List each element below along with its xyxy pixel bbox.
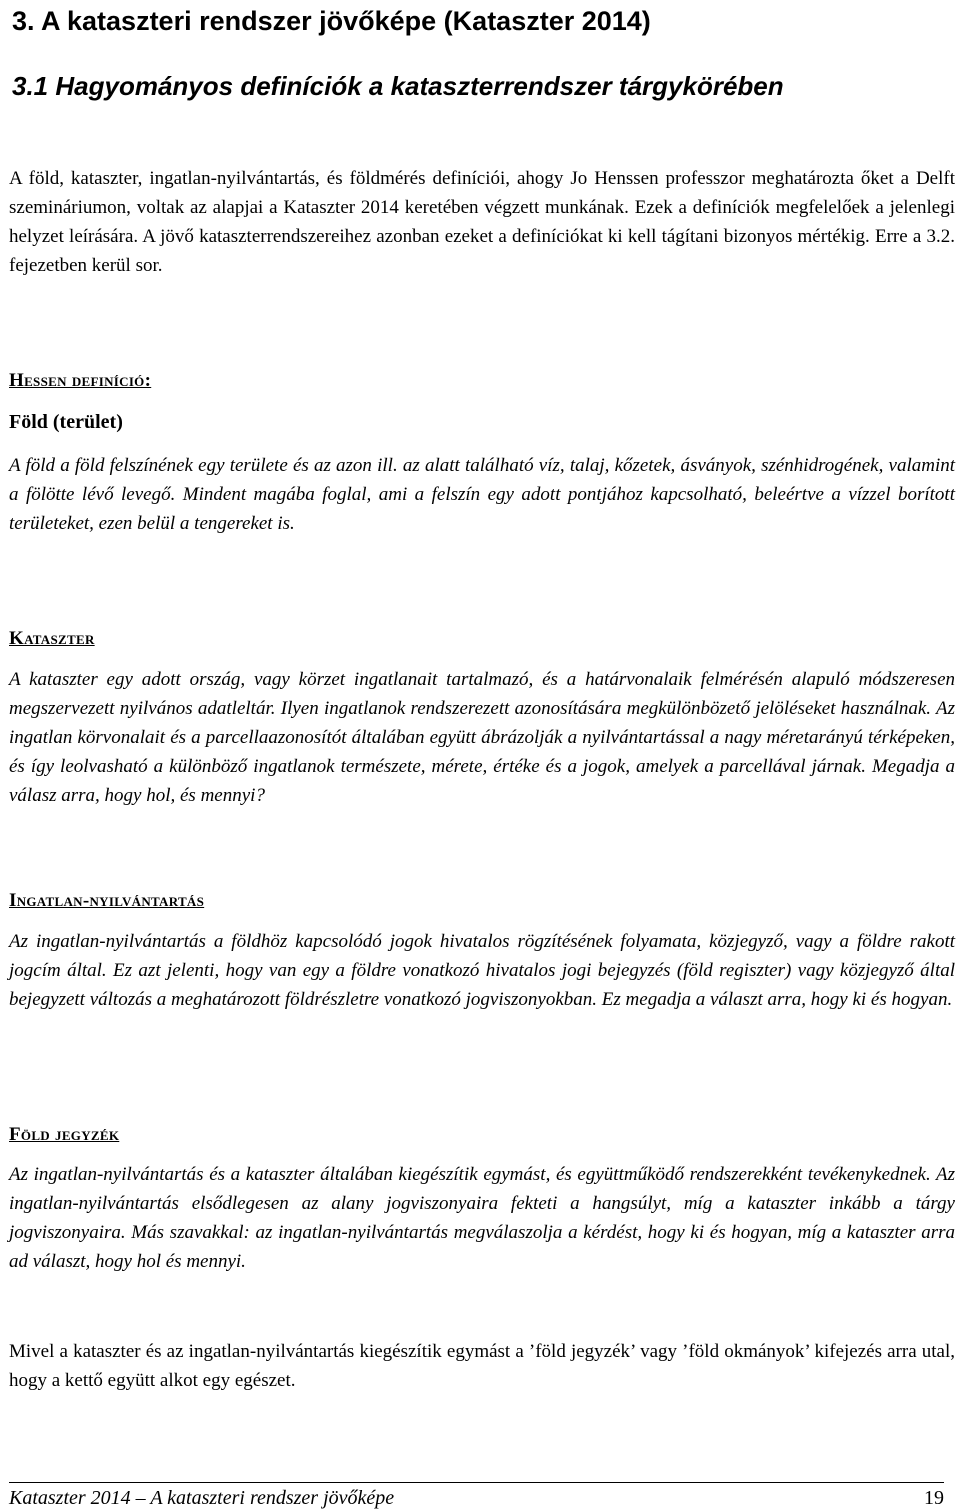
intro-paragraph: A föld, kataszter, ingatlan-nyilvántartás, és földmérés definíciói, ahogy Jo Henssen professzor meghatározta őket a Delft szemináriumon, voltak az alapjai a Kataszter 2014 keretében végzett munkának. Ezek a definíciók megfelelőek a jelenlegi helyzet leírására. A jövő kataszterrendszereihez azonban ezeket a definíciókat ki kell tágítani bizonyos mértékig. Erre a 3.2. fejezetben kerül sor. bbox=[9, 168, 955, 276]
kataszter-heading: Kataszter bbox=[9, 628, 95, 649]
page-footer bbox=[9, 1482, 944, 1511]
fold-terulet-subheading: Föld (terület) bbox=[9, 411, 123, 433]
kataszter-text: A kataszter egy adott ország, vagy körzet ingatlanait tartalmazó, és a határvonalaik felmérésén alapuló módszeresen megszervezett nyilvános adatleltár. Ilyen ingatlanok rendszerezett azonosítására megkülönbözető jelöléseket használnak. Az ingatlan körvonalait és a parcellaazonosítót általában együtt ábrázolják a nyilvántartással a nagy méretarányú térképeken, és így leolvasható a különböző ingatlanok természete, mérete, értéke és a jogok, amelyek a parcellával járnak. Megadja a válasz arra, hogy hol, és mennyi? bbox=[9, 669, 955, 806]
fold-jegyzek-heading: Föld jegyzék bbox=[9, 1124, 120, 1145]
page-number: 19 bbox=[924, 1487, 944, 1509]
section-heading: 3.1 Hagyományos definíciók a kataszterrendszer tárgykörében bbox=[12, 71, 784, 101]
footer-title: Kataszter 2014 – A kataszteri rendszer jövőképe bbox=[9, 1487, 395, 1509]
ingatlan-nyilvantartas-text: Az ingatlan-nyilvántartás a földhöz kapcsolódó jogok hivatalos rögzítésének folyamata, közjegyző, vagy a földre rakott jogcím által. Ez azt jelenti, hogy van egy a földre vonatkozó hivatalos jogi bejegyzés (föld regiszter) vagy közjegyző által bejegyzett változás a meghatározott földrészletre vonatkozó jogviszonyokban. Ez megadja a választ arra, hogy ki és hogyan. bbox=[9, 931, 955, 1010]
ingatlan-nyilvantartas-heading: Ingatlan-nyilvántartás bbox=[9, 890, 205, 911]
fold-jegyzek-text: Az ingatlan-nyilvántartás és a kataszter általában kiegészítik egymást, és együttműködő rendszerekként tevékenykednek. Az ingatlan-nyilvántartás elsődlegesen az alany jogviszonyaira fekteti a hangsúlyt, míg a kataszter inkább a tárgy jogviszonyaira. Más szavakkal: az ingatlan-nyilvántartás megválaszolja a kérdést, hogy ki és hogyan, míg a kataszter arra ad választ, hogy hol és mennyi. bbox=[9, 1164, 955, 1272]
chapter-heading: 3. A kataszteri rendszer jövőképe (Kataszter 2014) bbox=[12, 6, 651, 36]
hessen-definition-text: A föld a föld felszínének egy területe és az azon ill. az alatt található víz, talaj, kőzetek, ásványok, szénhidrogének, valamint a fölötte lévő levegő. Mindent magába foglal, ami a felszín egy adott pontjához kapcsolható, beleértve a vízzel borított területeket, ezen belül a tengereket is. bbox=[9, 455, 955, 534]
closing-paragraph: Mivel a kataszter és az ingatlan-nyilvántartás kiegészítik egymást a ’föld jegyzék’ vagy ’föld okmányok’ kifejezés arra utal, hogy a kettő együtt alkot egy egészet. bbox=[9, 1341, 955, 1391]
hessen-definition-heading: Hessen definíció: bbox=[9, 370, 152, 391]
